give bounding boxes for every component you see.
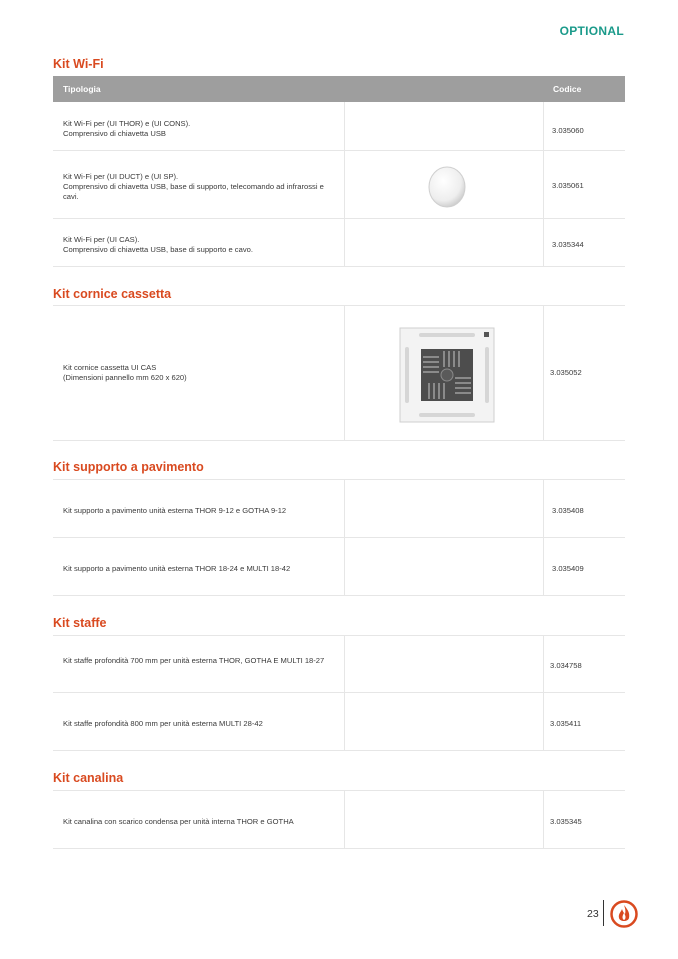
table-header	[53, 76, 625, 102]
list-item: Kit Wi-Fi per (UI DUCT) e (UI SP). Comprensivo di chiavetta USB, base di supporto, telecomando ad infrarossi e cavi.	[63, 172, 324, 201]
column-divider	[344, 305, 345, 440]
list-item: Kit canalina con scarico condensa per unità interna THOR e GOTHA	[63, 817, 294, 826]
list-item: Kit staffe profondità 800 mm per unità esterna MULTI 28-42	[63, 719, 263, 728]
row-divider	[53, 479, 625, 480]
column-divider	[543, 790, 544, 848]
product-code: 3.035060	[552, 126, 584, 135]
column-divider	[543, 102, 544, 266]
list-item: Kit staffe profondità 700 mm per unità esterna THOR, GOTHA E MULTI 18-27	[63, 656, 325, 665]
column-divider	[344, 790, 345, 848]
product-code: 3.034758	[550, 661, 582, 670]
column-header-tipologia: Tipologia	[63, 84, 101, 94]
wifi-controller-image	[428, 166, 466, 208]
list-item: Kit supporto a pavimento unità esterna THOR 18-24 e MULTI 18-42	[63, 564, 291, 573]
list-item: Kit Wi-Fi per (UI CAS). Comprensivo di chiavetta USB, base di supporto e cavo.	[63, 235, 253, 254]
section-title-canalina: Kit canalina	[53, 771, 124, 785]
column-divider	[543, 635, 544, 750]
row-divider	[53, 595, 625, 596]
page-number: 23	[587, 908, 599, 920]
row-divider	[53, 305, 625, 306]
row-divider	[53, 790, 625, 791]
flame-logo-icon	[609, 900, 639, 928]
list-item: Kit Wi-Fi per (UI THOR) e (UI CONS). Comprensivo di chiavetta USB	[63, 119, 191, 138]
footer-divider	[603, 900, 604, 926]
product-code: 3.035408	[552, 506, 584, 515]
list-item: Kit cornice cassetta UI CAS (Dimensioni pannello mm 620 x 620)	[63, 363, 187, 382]
product-code: 3.035061	[552, 181, 584, 190]
row-divider	[53, 635, 625, 636]
column-header-codice: Codice	[553, 84, 582, 94]
section-title-pavimento: Kit supporto a pavimento	[53, 460, 204, 474]
column-divider	[543, 305, 544, 440]
product-code: 3.035411	[550, 719, 582, 728]
section-title-staffe: Kit staffe	[53, 616, 107, 630]
row-divider	[53, 750, 625, 751]
row-divider	[53, 692, 625, 693]
section-title-wifi: Kit Wi-Fi	[53, 57, 104, 71]
product-code: 3.035052	[550, 368, 582, 377]
column-divider	[344, 635, 345, 750]
row-divider	[53, 440, 625, 441]
section-title-cornice: Kit cornice cassetta	[53, 287, 172, 301]
row-divider	[53, 848, 625, 849]
product-code: 3.035345	[550, 817, 582, 826]
row-divider	[53, 150, 625, 151]
product-code: 3.035409	[552, 564, 584, 573]
column-divider	[344, 479, 345, 595]
optional-label: OPTIONAL	[559, 24, 624, 38]
cassette-panel-image	[399, 327, 495, 423]
row-divider	[53, 266, 625, 267]
row-divider	[53, 537, 625, 538]
product-code: 3.035344	[552, 240, 584, 249]
column-divider	[543, 479, 544, 595]
row-divider	[53, 218, 625, 219]
list-item: Kit supporto a pavimento unità esterna THOR 9-12 e GOTHA 9-12	[63, 506, 287, 515]
column-divider	[344, 102, 345, 266]
